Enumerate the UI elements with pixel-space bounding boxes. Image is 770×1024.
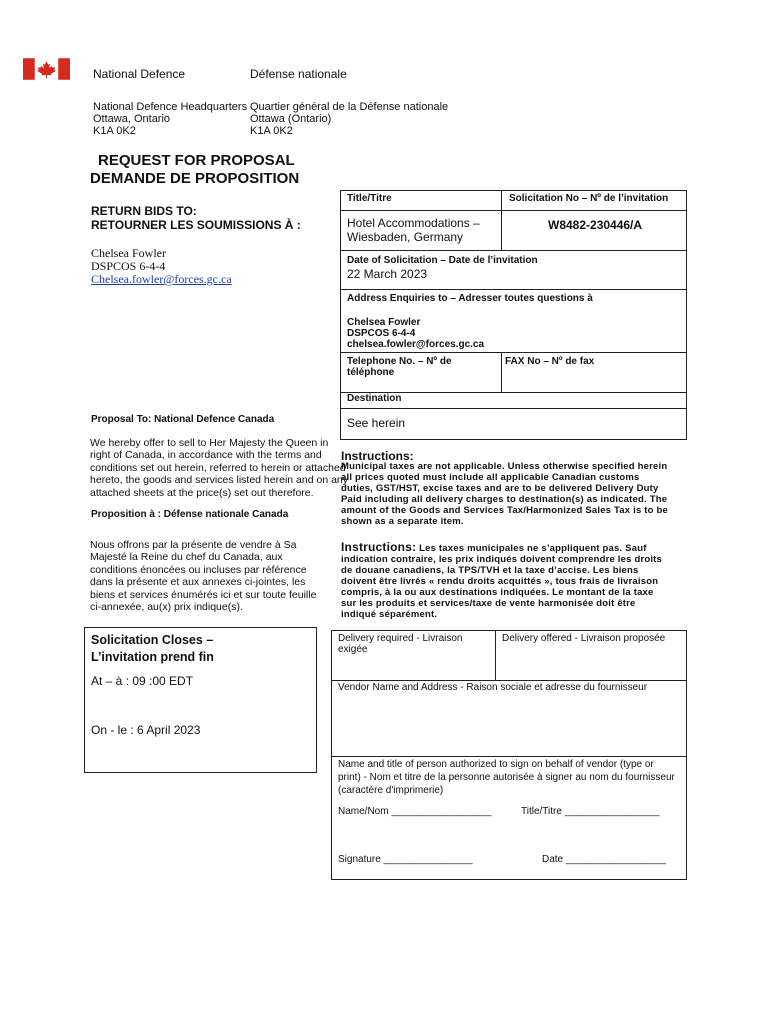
- instructions-heading-en: Instructions:: [341, 449, 414, 463]
- title-value: Hotel Accommodations – Wiesbaden, Germany: [347, 216, 480, 244]
- canada-flag-logo: [23, 58, 70, 80]
- return-bids-email-link[interactable]: Chelsea.fowler@forces.gc.ca: [91, 272, 232, 286]
- delivery-offered-label: Delivery offered - Livraison proposée: [502, 633, 666, 644]
- enquiries-contact: Chelsea Fowler DSPCOS 6-4-4 chelsea.fowler@forces.gc.ca: [347, 317, 485, 350]
- telephone-label: Telephone No. – Nº de téléphone: [347, 356, 452, 378]
- instructions-body-en: Municipal taxes are not applicable. Unless otherwise specified herein all prices quoted must include all applicable Canadian customs duties, GST/HST, excise taxes and are to be delivered Delivery Duty Paid including all delivery charges to destination(s) as indicated. The amount of the Goods and Services Tax/Harmonized Sales Tax is to be shown as a separate item.: [341, 461, 668, 527]
- return-bids-heading: RETURN BIDS TO: RETOURNER LES SOUMISSIONS À :: [91, 204, 301, 232]
- solicitation-date-label: Date of Solicitation – Date de l’invitation: [347, 255, 538, 266]
- dept-name-fr: Défense nationale: [250, 67, 347, 81]
- solicitation-number-value: W8482-230446/A: [548, 218, 643, 232]
- closing-time: At – à : 09 :00 EDT: [91, 674, 194, 688]
- vendor-name-label: Vendor Name and Address - Raison sociale et adresse du fournisseur: [338, 682, 648, 693]
- instructions-body-fr: Instructions: Les taxes municipales ne s’appliquent pas. Sauf indication contraire, les prix indiqués doivent comprendre les droits de douane canadiens, la TPS/TVH et la taxe d’accise. Les biens doivent être livrés « rendu droits acquittés », tous frais de livraison compris, à la ou aux destinations indiquées. Le montant de la taxe sur les produits et services/taxe de vente harmonisée doit être indiqué séparément.: [341, 540, 663, 620]
- name-field[interactable]: Name/Nom __________________: [338, 806, 492, 817]
- instructions-heading-fr: Instructions:: [341, 540, 417, 554]
- solicitation-number-label: Solicitation No – Nº de l’invitation: [509, 193, 669, 204]
- hq-address-en: National Defence Headquarters Ottawa, Ontario K1A 0K2: [93, 101, 248, 137]
- authorized-person-label: Name and title of person authorized to sign on behalf of vendor (type or print) - Nom et titre de la personne autorisée à signer au nom du fournisseur (caractère d'imprimerie): [338, 759, 675, 796]
- hq-address-fr: Quartier général de la Défense nationale Ottawa (Ontario) K1A 0K2: [250, 101, 449, 137]
- proposal-to-en: Proposal To: National Defence Canada: [91, 414, 275, 425]
- delivery-required-label: Delivery required - Livraison exigée: [338, 633, 463, 655]
- solicitation-closes-label: Solicitation Closes – L’invitation prend fin: [91, 633, 214, 664]
- title-label: Title/Titre: [347, 193, 392, 204]
- proposal-to-fr: Proposition à : Défense nationale Canada: [91, 509, 289, 520]
- fax-label: FAX No – Nº de fax: [505, 356, 595, 367]
- proposal-body-en: We hereby offer to sell to Her Majesty the Queen in right of Canada, in accordance with the terms and conditions set out herein, referred to herein or attached hereto, the goods and services listed herein and on any attached sheets at the price(s) set out therefore.: [90, 437, 349, 499]
- date-field[interactable]: Date __________________: [542, 854, 667, 865]
- closing-date: On - le : 6 April 2023: [91, 723, 201, 737]
- signature-field[interactable]: Signature ________________: [338, 854, 473, 865]
- vendor-form-box: [331, 630, 687, 880]
- title-field[interactable]: Title/Titre _________________: [521, 806, 660, 817]
- solicitation-date-value: 22 March 2023: [347, 267, 428, 281]
- return-bids-contact: Chelsea Fowler DSPCOS 6-4-4 Chelsea.fowler@forces.gc.ca: [91, 246, 232, 286]
- document-title: REQUEST FOR PROPOSAL DEMANDE DE PROPOSITION: [90, 152, 300, 187]
- proposal-body-fr: Nous offrons par la présente de vendre à Sa Majesté la Reine du chef du Canada, aux conditions énoncées ou incluses par référence dans la présente et aux annexes ci-jointes, les biens et services énumérés ici et sur toute feuille ci-annexée, au(x) prix indique(s).: [90, 539, 317, 614]
- address-enquiries-label: Address Enquiries to – Adresser toutes questions à: [347, 293, 593, 304]
- destination-value: See herein: [347, 416, 406, 430]
- destination-label: Destination: [347, 393, 402, 404]
- dept-name-en: National Defence: [93, 67, 186, 81]
